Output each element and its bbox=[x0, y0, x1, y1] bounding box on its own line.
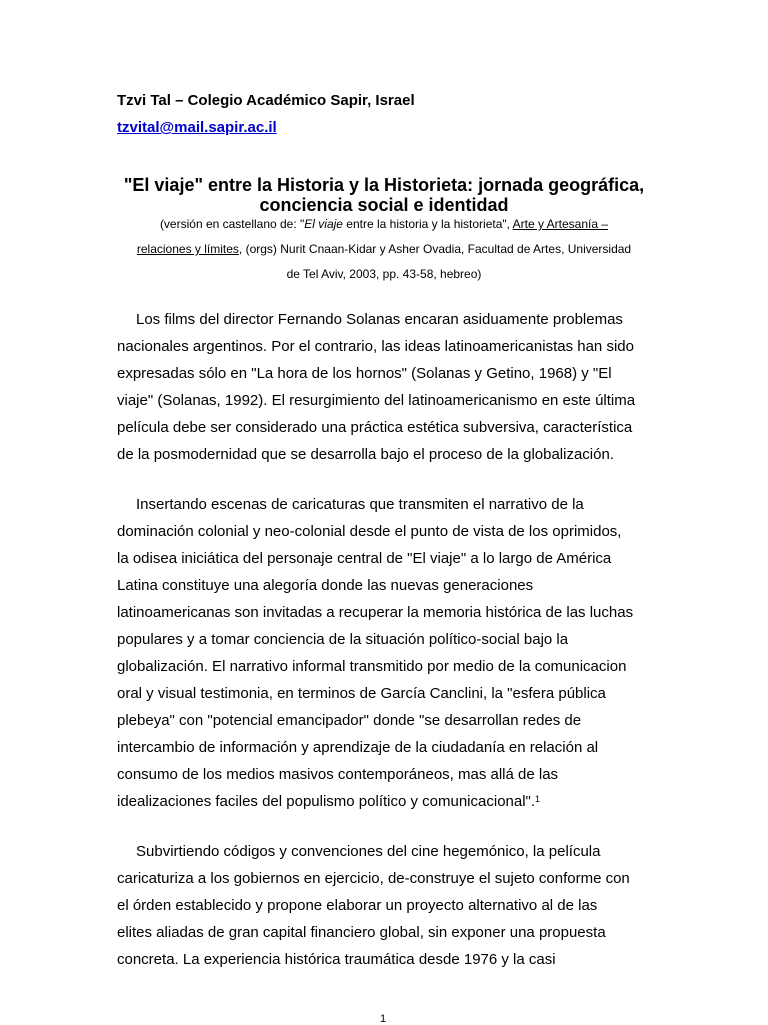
paragraph-line: Latina constituye una alegoría donde las nuevas generaciones bbox=[117, 577, 534, 594]
paragraph-line: intercambio de información y aprendizaje de la ciudadanía en relación al bbox=[117, 739, 599, 756]
subtitle-italic: El viaje bbox=[304, 217, 343, 231]
subtitle-line-3: de Tel Aviv, 2003, pp. 43-58, hebreo) bbox=[286, 267, 482, 281]
footnote-reference[interactable]: 1 bbox=[535, 794, 541, 804]
paragraph-line: consumo de los medios masivos contemporáneos, mas allá de las bbox=[117, 766, 559, 783]
paragraph-3 bbox=[117, 838, 657, 973]
paragraph-line: populares y a tomar conciencia de la situación político-social bajo la bbox=[117, 631, 569, 648]
paragraph-line-last bbox=[117, 788, 657, 815]
paragraph-line: la odisea iniciática del personaje central de "El viaje" a lo largo de América bbox=[117, 550, 612, 567]
paragraph-line: globalización. El narrativo informal transmitido por medio de la comunicacion bbox=[117, 658, 627, 675]
title-line-2: conciencia social e identidad bbox=[259, 195, 509, 215]
subtitle-pre: (versión en castellano de: " bbox=[159, 217, 305, 231]
author-line: Tzvi Tal – Colegio Académico Sapir, Israel bbox=[117, 92, 415, 109]
subtitle-underline-2: relaciones y límites bbox=[136, 242, 239, 256]
paragraph-line-text: idealizaciones faciles del populismo político y comunicacional". bbox=[117, 793, 536, 810]
paragraph-line: Insertando escenas de caricaturas que transmiten el narrativo de la bbox=[136, 496, 584, 513]
title-line-1: "El viaje" entre la Historia y la Historieta: jornada geográfica, bbox=[123, 175, 645, 195]
paragraph-line: dominación colonial y neo-colonial desde el punto de vista de los oprimidos, bbox=[117, 523, 622, 540]
document-subtitle bbox=[105, 212, 663, 287]
page-number: 1 bbox=[380, 1013, 387, 1025]
paragraph-1 bbox=[117, 306, 657, 468]
paragraph-line: película debe ser considerado una práctica estética subversiva, característica bbox=[117, 419, 633, 436]
paragraph-2 bbox=[117, 491, 657, 815]
subtitle-mid: entre la historia y la historieta", bbox=[342, 217, 513, 231]
paragraph-line: de la posmodernidad que se desarrolla bajo el proceso de la globalización. bbox=[117, 446, 614, 463]
document-title bbox=[100, 175, 668, 215]
paragraph-line: Subvirtiendo códigos y convenciones del cine hegemónico, la película bbox=[136, 843, 601, 860]
paragraph-line: Los films del director Fernando Solanas encaran asiduamente problemas bbox=[136, 311, 623, 328]
paragraph-line: oral y visual testimonia, en terminos de García Canclini, la "esfera pública bbox=[117, 685, 606, 702]
paragraph-line: viaje" (Solanas, 1992). El resurgimiento del latinoamericanismo en este última bbox=[117, 392, 636, 409]
paragraph-line: plebeya" con "potencial emancipador" donde "se desarrollan redes de bbox=[117, 712, 582, 729]
paragraph-line: el órden establecido y propone elaborar un proyecto alternativo al de las bbox=[117, 897, 598, 914]
paragraph-line: elites aliadas de gran capital financiero global, sin exponer una propuesta bbox=[117, 924, 606, 941]
paragraph-line: latinoamericanas son invitadas a recuperar la memoria histórica de las luchas bbox=[117, 604, 634, 621]
subtitle-underline-1: Arte y Artesanía – bbox=[512, 217, 609, 231]
paragraph-line: concreta. La experiencia histórica traumática desde 1976 y la casi bbox=[117, 951, 556, 968]
author-email-link[interactable]: tzvital@mail.sapir.ac.il bbox=[117, 119, 277, 136]
paragraph-line: caricaturiza a los gobiernos en ejercicio, de-construye el sujeto conforme con bbox=[117, 870, 630, 887]
subtitle-post: , (orgs) Nurit Cnaan-Kidar y Asher Ovadia, Facultad de Artes, Universidad bbox=[238, 242, 632, 256]
paragraph-line: nacionales argentinos. Por el contrario, las ideas latinoamericanistas han sido bbox=[117, 338, 634, 355]
paragraph-line: expresadas sólo en "La hora de los hornos" (Solanas y Getino, 1968) y "El bbox=[117, 365, 612, 382]
